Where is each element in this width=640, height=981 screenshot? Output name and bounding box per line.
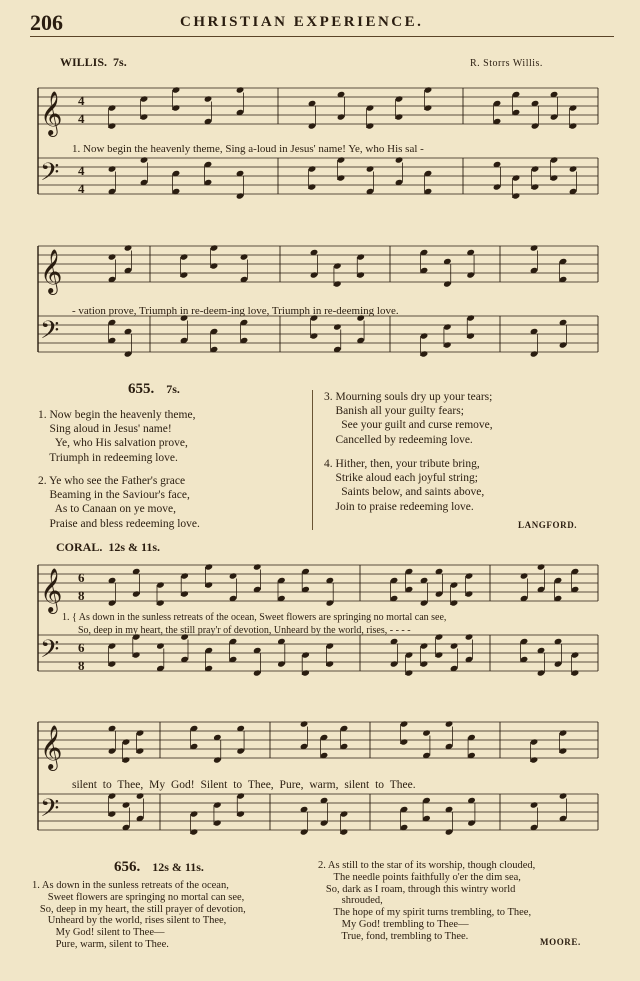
note-head [445, 828, 454, 835]
note-head [301, 669, 310, 676]
note-head [400, 738, 409, 745]
note-head [310, 332, 319, 339]
bass-clef-icon: 𝄢 [40, 635, 60, 670]
note-head [124, 350, 133, 357]
note-head [422, 729, 431, 736]
note-head [301, 651, 310, 658]
hymn-656-number: 656. [114, 859, 141, 875]
note-head [108, 104, 117, 111]
note-head [445, 720, 454, 727]
bass-clef-icon: 𝄢 [40, 794, 60, 829]
note-head [512, 174, 521, 181]
note-head [569, 104, 578, 111]
note-head [180, 253, 189, 260]
note-head [405, 669, 414, 676]
hymn-655-stanza-4: 4. Hither, then, your tribute bring, Strike aloud each joyful string; Saints below, and saints above, Join to praise redeeming love. [324, 458, 485, 513]
note-head [190, 828, 199, 835]
note-head [395, 156, 404, 163]
time-signature-top: 6 [78, 640, 85, 656]
hymn-655-stanza-3: 3. Mourning souls dry up your tears; Banish all your guilty fears; See your guilt and curse remove, Cancelled by redeeming love. [324, 391, 493, 446]
note-head [424, 104, 433, 111]
note-head [550, 156, 559, 163]
note-head [229, 572, 238, 579]
hymn-655-attribution: LANGFORD. [518, 520, 578, 530]
note-head [405, 651, 414, 658]
note-head [493, 183, 502, 190]
note-head [108, 642, 117, 649]
bass-clef-icon: 𝄢 [40, 316, 60, 351]
hymn-656-meter: 12s & 11s. [152, 860, 204, 874]
willis-lyric-line-2: - vation prove, Triumph in re-deem-ing love, Triumph in re-deeming love. [72, 305, 399, 317]
note-head [337, 113, 346, 120]
note-head [550, 113, 559, 120]
time-signature-top: 4 [78, 93, 85, 109]
note-head [559, 729, 568, 736]
note-head [253, 563, 262, 570]
note-head [124, 244, 133, 251]
note-head [559, 747, 568, 754]
note-head [337, 174, 346, 181]
note-head [136, 747, 145, 754]
note-head [122, 756, 131, 763]
note-head [308, 122, 317, 129]
note-head [356, 253, 365, 260]
note-head [136, 792, 145, 799]
note-head [210, 262, 219, 269]
time-signature-top: 6 [78, 570, 85, 586]
note-head [435, 590, 444, 597]
running-head: CHRISTIAN EXPERIENCE. [180, 14, 424, 30]
note-head [340, 810, 349, 817]
note-head [450, 581, 459, 588]
note-head [122, 738, 131, 745]
note-head [136, 729, 145, 736]
note-head [310, 271, 319, 278]
note-head [213, 756, 222, 763]
hymn-655-number: 655. [128, 381, 155, 397]
note-head [108, 810, 117, 817]
note-head [205, 563, 214, 570]
note-head [443, 323, 452, 330]
coral-tune-name: CORAL. [56, 540, 103, 554]
willis-meter: 7s. [113, 55, 127, 69]
coral-meter: 12s & 11s. [108, 540, 161, 554]
bass-clef-icon: 𝄢 [40, 158, 60, 193]
note-head [400, 720, 409, 727]
note-head [420, 642, 429, 649]
note-head [140, 95, 149, 102]
note-head [466, 332, 475, 339]
note-head [443, 280, 452, 287]
note-head [550, 174, 559, 181]
hymn-655-meter: 7s. [166, 382, 180, 396]
note-head [326, 642, 335, 649]
hymn-656-heading [114, 858, 204, 876]
note-head [308, 183, 317, 190]
treble-clef-icon: 𝄞 [40, 249, 63, 293]
note-head [277, 660, 286, 667]
note-head [320, 819, 329, 826]
note-head [172, 86, 181, 93]
time-signature-bottom: 4 [78, 111, 85, 127]
note-head [420, 599, 429, 606]
note-head [108, 253, 117, 260]
note-head [180, 590, 189, 597]
note-head [530, 738, 539, 745]
time-signature-bottom: 8 [78, 658, 85, 674]
note-head [337, 156, 346, 163]
note-head [569, 122, 578, 129]
hymn-655-stanza-2: 2. Ye who see the Father's grace Beaming in the Saviour's face, As to Canaan on ye move, Praise and bless redeeming love. [38, 475, 200, 530]
note-head [333, 323, 342, 330]
hymn-656-attribution: MOORE. [540, 937, 581, 947]
note-head [108, 747, 117, 754]
note-head [140, 113, 149, 120]
note-head [326, 599, 335, 606]
willis-tune-title [60, 55, 127, 70]
note-head [466, 314, 475, 321]
note-head [530, 756, 539, 763]
note-head [530, 244, 539, 251]
note-head [356, 271, 365, 278]
note-head [465, 590, 474, 597]
time-signature-top: 4 [78, 163, 85, 179]
note-head [156, 581, 165, 588]
note-head [108, 660, 117, 667]
note-head [236, 810, 245, 817]
note-head [236, 747, 245, 754]
note-head [132, 651, 141, 658]
note-head [366, 122, 375, 129]
note-head [395, 95, 404, 102]
note-head [554, 660, 563, 667]
note-head [236, 192, 245, 199]
note-head [569, 165, 578, 172]
note-head [467, 819, 476, 826]
note-head [571, 651, 580, 658]
hymn-655-heading [128, 380, 180, 398]
note-head [465, 633, 474, 640]
note-head [390, 660, 399, 667]
note-head [466, 271, 475, 278]
treble-clef-icon: 𝄞 [40, 568, 63, 612]
note-head [190, 810, 199, 817]
note-head [420, 332, 429, 339]
note-head [180, 572, 189, 579]
note-head [531, 122, 540, 129]
note-head [465, 572, 474, 579]
note-head [559, 792, 568, 799]
coral-lyric-a2: So, deep in my heart, the still pray'r of devotion, Unheard by the world, rises, - - - - [78, 625, 411, 636]
note-head [340, 828, 349, 835]
note-head [435, 633, 444, 640]
note-head [122, 801, 131, 808]
note-head [204, 95, 213, 102]
note-head [450, 642, 459, 649]
time-signature-bottom: 4 [78, 181, 85, 197]
note-head [172, 104, 181, 111]
note-head [366, 165, 375, 172]
willis-tune-name: WILLIS. [60, 55, 108, 69]
note-head [559, 341, 568, 348]
note-head [333, 280, 342, 287]
note-head [210, 244, 219, 251]
page-number: 206 [30, 10, 63, 35]
note-head [180, 271, 189, 278]
time-signature-bottom: 8 [78, 588, 85, 604]
note-head [420, 660, 429, 667]
note-head [132, 590, 141, 597]
note-head [140, 156, 149, 163]
hymn-656-stanza-2: 2. As still to the star of its worship, though clouded, The needle points faithfully o'er the dim sea, So, dark as I roam, through this wintry world shrouded, The hope of my spirit turns trembling, to Thee, My God! trembling to Thee— True, fond, trembling to Thee. [318, 860, 536, 942]
note-head [450, 599, 459, 606]
column-divider [312, 390, 313, 530]
willis-lyric-line-1: 1. Now begin the heavenly theme, Sing a-loud in Jesus' name! Ye, who His sal - [72, 143, 424, 155]
note-head [366, 104, 375, 111]
note-head [108, 792, 117, 799]
note-head [571, 669, 580, 676]
treble-clef-icon: 𝄞 [40, 91, 63, 135]
note-head [333, 262, 342, 269]
header-rule [30, 36, 614, 37]
note-head [531, 183, 540, 190]
note-head [300, 720, 309, 727]
hymn-655-stanza-1: 1. Now begin the heavenly theme, Sing aloud in Jesus' name! Ye, who His salvation prove, Triumph in redeeming love. [38, 409, 196, 464]
note-head [531, 165, 540, 172]
note-head [520, 572, 529, 579]
willis-composer: R. Storrs Willis. [470, 58, 543, 69]
note-head [300, 828, 309, 835]
note-head [530, 350, 539, 357]
note-head [213, 819, 222, 826]
coral-lyric-b: silent to Thee, My God! Silent to Thee, Pure, warm, silent to Thee. [72, 779, 416, 791]
note-head [420, 350, 429, 357]
note-head [443, 341, 452, 348]
note-head [108, 165, 117, 172]
hymn-656-stanza-1: 1. As down in the sunless retreats of the ocean, Sweet flowers are springing no mortal can see, So, deep in my heart, the still prayer of devotion, Unheard by the world, rises silent to Thee, My God! silent to Thee— Pure, warm, silent to Thee. [32, 880, 246, 950]
note-head [537, 669, 546, 676]
note-head [108, 599, 117, 606]
note-head [530, 801, 539, 808]
note-head [424, 86, 433, 93]
coral-lyric-a1: 1. { As down in the sunless retreats of the ocean, Sweet flowers are springing no mortal can see, [62, 612, 447, 623]
note-head [326, 660, 335, 667]
note-head [240, 253, 249, 260]
note-head [205, 581, 214, 588]
note-head [537, 563, 546, 570]
note-head [156, 599, 165, 606]
treble-clef-icon: 𝄞 [40, 725, 63, 769]
note-head [395, 113, 404, 120]
note-head [435, 651, 444, 658]
note-head [213, 801, 222, 808]
note-head [156, 642, 165, 649]
note-head [512, 192, 521, 199]
note-head [308, 165, 317, 172]
note-head [236, 86, 245, 93]
note-head [253, 669, 262, 676]
coral-tune-title [56, 540, 160, 555]
note-head [108, 122, 117, 129]
note-head [236, 792, 245, 799]
